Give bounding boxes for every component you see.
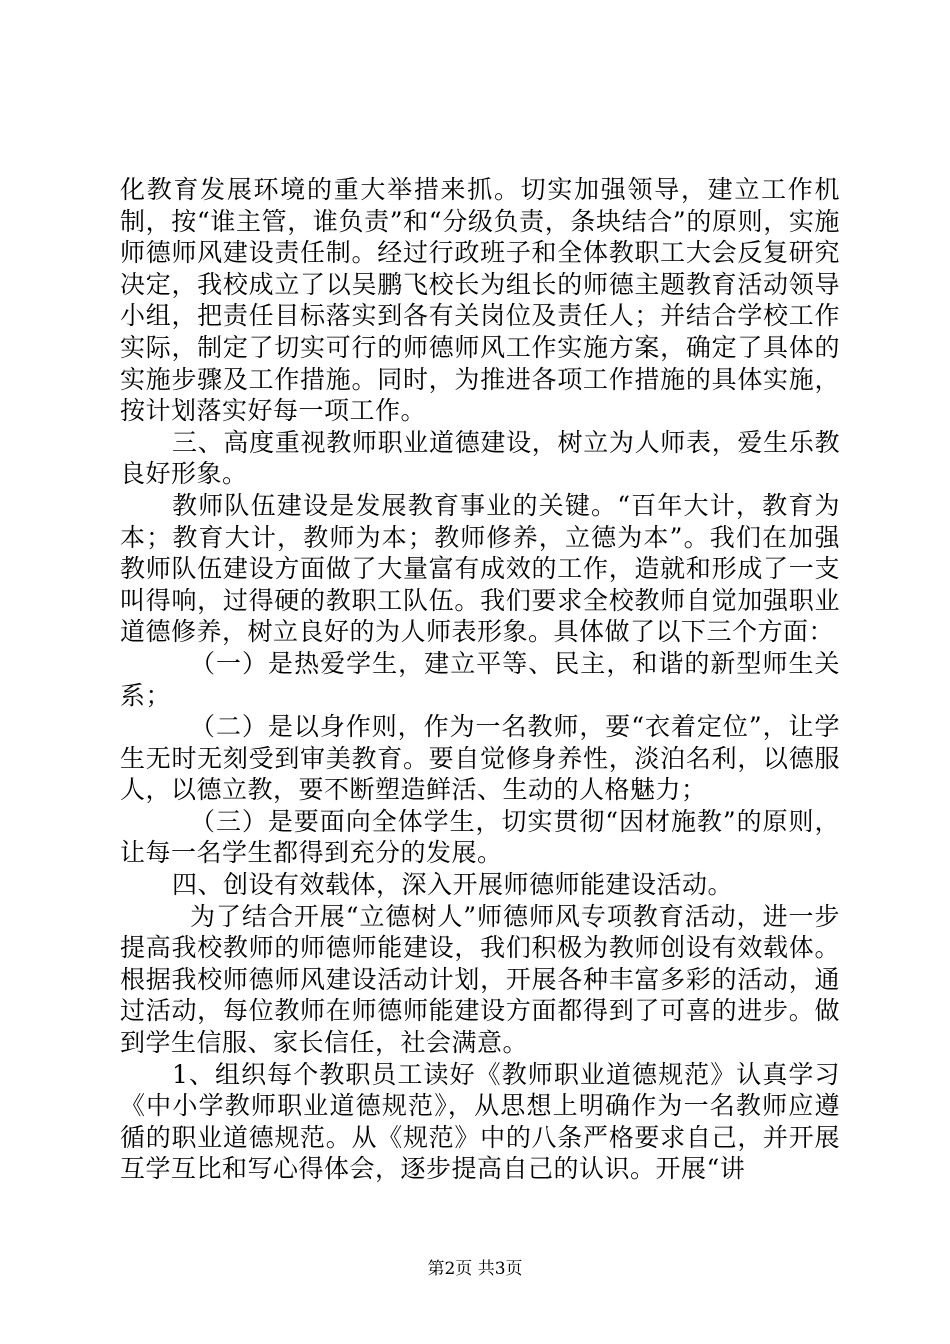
paragraph-item-1: 1、组织每个教职员工读好《教师职业道德规范》认真学习《中小学教师职业道德规范》，从思想上明确作为一名教师应遵循的职业道德规范。从《规范》中的八条严格要求自己，并开展互学互比和写心得体会，逐步提高自己的认识。开展“讲 bbox=[120, 1059, 840, 1184]
paragraph-activities: 为了结合开展“立德树人”师德师风专项教育活动，进一步提高我校教师的师德师能建设，我们积极为教师创设有效载体。根据我校师德师风建设活动计划，开展各种丰富多彩的活动，通过活动，每位教师在师德师能建设方面都得到了可喜的进步。做到学生信服、家长信任，社会满意。 bbox=[120, 901, 840, 1058]
section-heading-4: 四、创设有效载体，深入开展师德师能建设活动。 bbox=[172, 870, 734, 900]
paragraph-1: 化教育发展环境的重大举措来抓。切实加强领导，建立工作机制，按“谁主管，谁负责”和“分级负责，条块结合”的原则，实施师德师风建设责任制。经过行政班子和全体教职工大会反复研究决定，我校成立了以吴鹏飞校长为组长的师德主题教育活动领导小组，把责任目标落实到各有关岗位及责任人；并结合学校工作实际，制定了切实可行的师德师风工作实施方案，确定了具体的实施步骤及工作措施。同时，为推进各项工作措施的具体实施，按计划落实好每一项工作。 bbox=[120, 175, 840, 426]
list-item-1: （一）是热爱学生，建立平等、民主，和谐的新型师生关系； bbox=[120, 648, 840, 710]
list-item-2: （二）是以身作则，作为一名教师，要“衣着定位”，让学生无时无刻受到审美教育。要自觉修身养性，淡泊名利，以德服人，以德立教，要不断塑造鲜活、生动的人格魅力； bbox=[120, 712, 840, 805]
paragraph-teacher-team: 教师队伍建设是发展教育事业的关键。“百年大计，教育为本；教育大计，教师为本；教师修养，立德为本”。我们在加强教师队伍建设方面做了大量富有成效的工作，造就和形成了一支叫得响，过得硬的教职工队伍。我们要求全校教师自觉加强职业道德修养，树立良好的为人师表形象。具体做了以下三个方面： bbox=[120, 490, 840, 647]
section-heading-3: 三、高度重视教师职业道德建设，树立为人师表，爱生乐教良好形象。 bbox=[120, 427, 840, 489]
page-number-label: 第2页 共3页 bbox=[427, 1259, 523, 1279]
list-item-3: （三）是要面向全体学生，切实贯彻“因材施教”的原则，让每一名学生都得到充分的发展。 bbox=[120, 806, 840, 868]
page-footer bbox=[0, 1258, 950, 1280]
document-body bbox=[120, 174, 840, 1185]
